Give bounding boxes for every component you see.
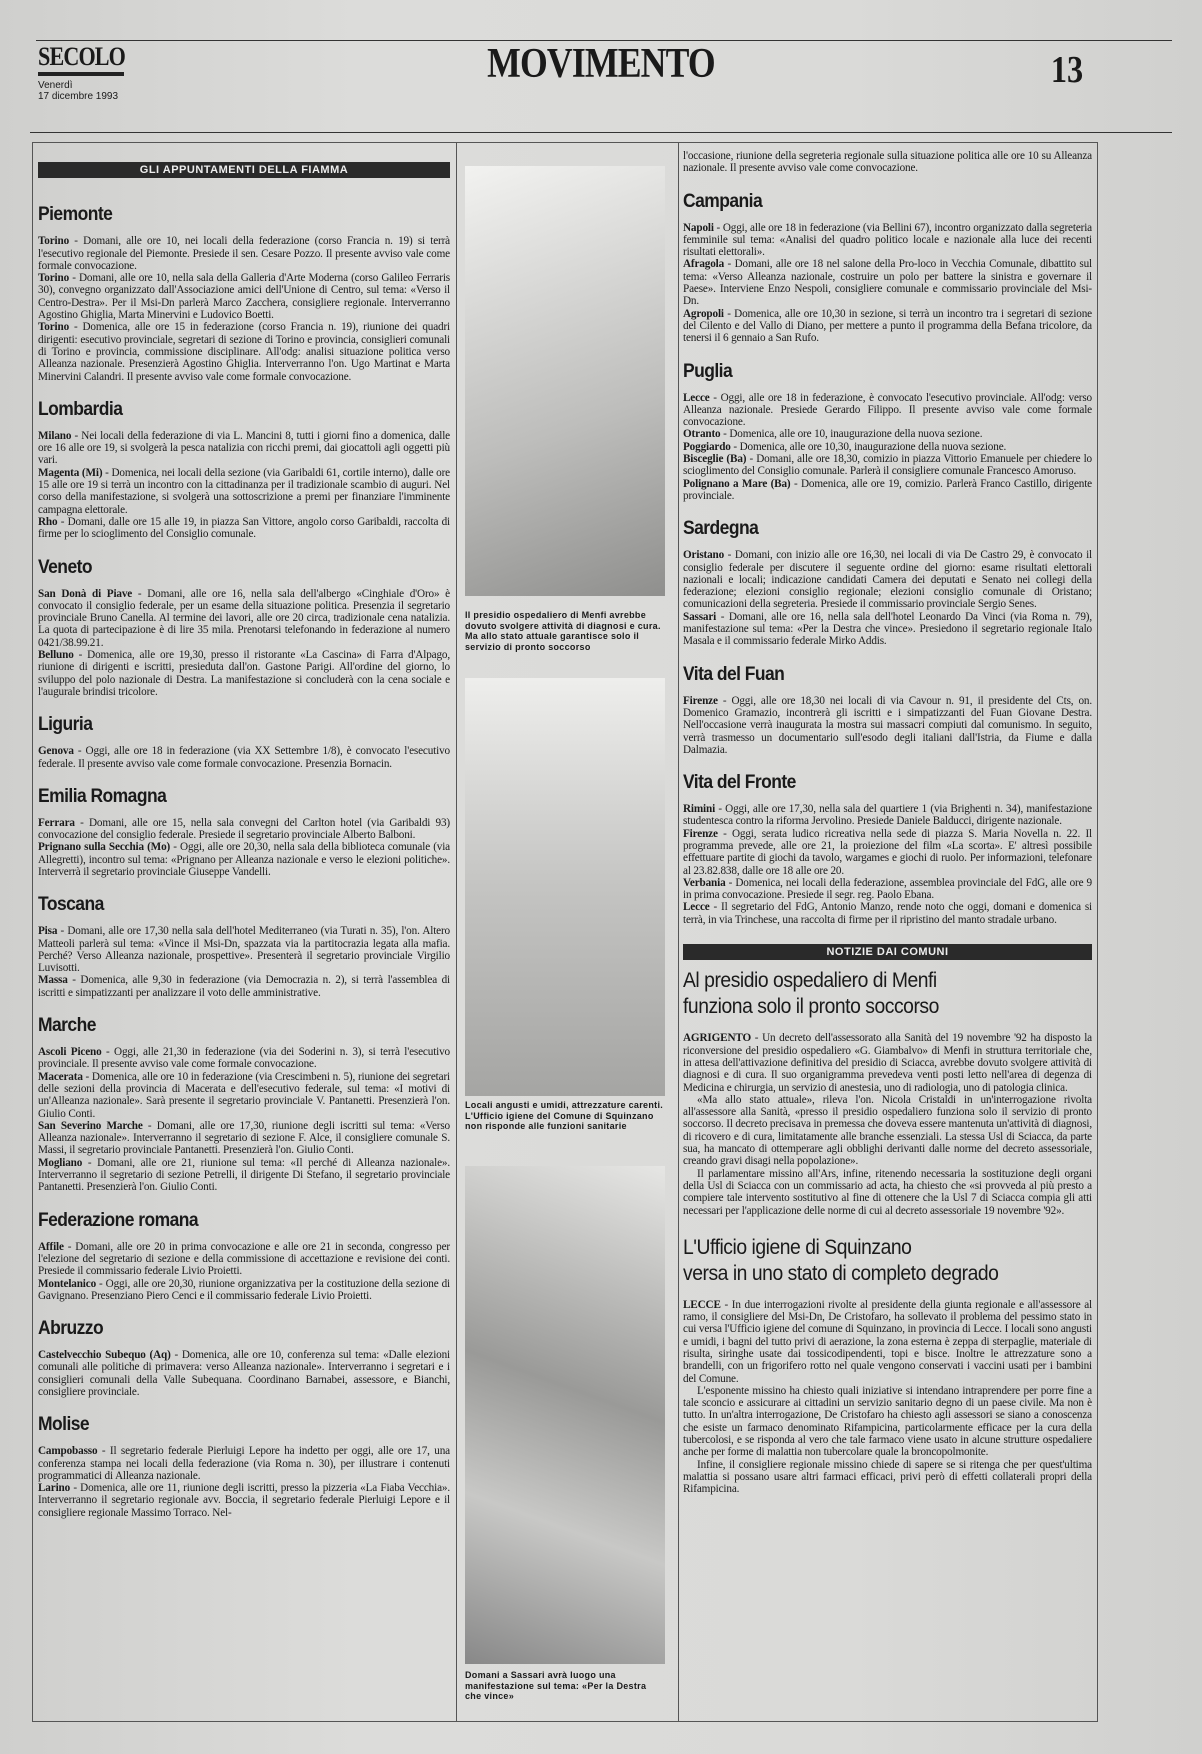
appointment-place: Rimini [683, 803, 716, 816]
region-heading: Vita del Fuan [683, 663, 785, 685]
photo-caption: Locali angusti e umidi, attrezzature carenti. L'Ufficio igiene del Comune di Squinzano non risponde alle funzioni sanitarie [465, 1100, 664, 1131]
region-heading: Federazione romana [38, 1209, 199, 1231]
section-title: MOVIMENTO [487, 41, 715, 87]
appointment-text: - Oggi, alle ore 18 in federazione, è convocato l'esecutivo provinciale. All'odg: verso Alleanza nazionale. Presiede Gerardo Filippo. Il presente avviso vale come formale convocazione. [683, 391, 1092, 429]
appointment-text: - Oggi, alle ore 20,30, riunione organizzativa per la costituzione della sezione di Gavignano. Presenziano Piero Cenci e il commissario federale Livio Proietti. [38, 1277, 450, 1302]
appointment-place: Polignano a Mare (Ba) [683, 477, 791, 490]
headline-line: L'Ufficio igiene di Squinzano [683, 1235, 912, 1259]
continuation-text: l'occasione, riunione della segreteria regionale sulla situazione politica alle ore 10 su Alleanza nazionale. Il presente avviso vale come convocazione. [683, 150, 1092, 175]
appointment-place: Bisceglie (Ba) [683, 453, 747, 466]
appointment-place: Lecce [683, 901, 710, 914]
appointment-item [38, 430, 450, 467]
appointment-item [683, 428, 1092, 440]
appointment-text: - Il segretario federale Pierluigi Lepore ha indetto per oggi, alle ore 17, una conferenza stampa nei locali della federazione (via Roma n. 30), per illustrare i contenuti programmatici di Alleanza nazionale. [38, 1445, 450, 1482]
appointment-text: - Domani, alle ore 21, riunione sul tema: «Il perché di Alleanza nazionale». Interverranno il segretario di sezione Petrelli, il dirigente Di Stefano, il segretario provinciale Pantanetti. Presenzierà l'on. Giulio Conti. [38, 1156, 450, 1194]
article-paragraph [683, 1094, 1092, 1168]
appointment-item [683, 901, 1092, 926]
appointment-text: - Domenica, alle 9,30 in federazione (via Democrazia n. 2), si terrà l'assemblea di iscritti e simpatizzanti per analizzare il voto delle amministrative. [38, 974, 450, 999]
appointment-text: - Domenica, alle ore 19,30, presso il ristorante «La Cascina» di Farra d'Alpago, riunione di dirigenti e iscritti, presieduta dall'on. Gastone Parigi. All'ordine del giorno, lo sviluppo del polo nazionale di Destra. La manifestazione si concluderà con la cena sociale e l'augurale brindisi tricolore. [38, 649, 450, 698]
region-heading: Abruzzo [38, 1318, 104, 1340]
appointment-item [38, 1157, 450, 1194]
appointment-item [38, 1482, 450, 1519]
appointment-item [683, 695, 1092, 756]
appointment-item [683, 877, 1092, 902]
appointment-text: - Oggi, serata ludico ricreativa nella sede di piazza S. Maria Novella n. 22. Il programma prevede, alle ore 21, la proiezione del film «La scorta». E' altresì possibile effettuare partite di giochi da tavolo, wargames e giochi di ruolo. Per informazioni, telefonare al 23.82.838, dalle ore 18 alle ore 20. [683, 827, 1092, 877]
news-banner: NOTIZIE DAI COMUNI [683, 944, 1092, 960]
appointment-text: - Domenica, alle ore 10,30 in sezione, si terrà un incontro tra i segretari di sezione del Cilento e del Vallo di Diano, per mettere a punto il programma della Befana tricolore, da tenersi il 6 gennaio a San Rufo. [683, 307, 1092, 345]
page-number: 13 [1050, 49, 1084, 91]
appointment-place: San Donà di Piave [38, 587, 133, 600]
appointment-place: Campobasso [38, 1445, 98, 1458]
appointment-item [38, 467, 450, 516]
appointment-item [683, 392, 1092, 429]
appointment-text: - Oggi, alle ore 18 in federazione (via XX Settembre 1/8), è convocato l'esecutivo federale. Il presente avviso vale come formale convocazione. Presenzia Bornacin. [38, 745, 450, 770]
masthead [0, 0, 1202, 140]
appointment-item [38, 321, 450, 382]
appointment-text: - Domenica, alle ore 10 in federazione (via Crescimbeni n. 5), riunione dei segretari delle sezioni della provincia di Macerata e dell'esecutivo federale, sul tema: «I motivi di un'Alleanza nazionale». Sarà presente il segretario provinciale V. Pantanetti. Presenzierà l'on. Giulio Conti. [38, 1070, 450, 1120]
appointments-banner: GLI APPUNTAMENTI DELLA FIAMMA [38, 162, 450, 178]
photo-caption: Il presidio ospedaliero di Menfi avrebbe dovuto svolgere attività di diagnosi e cura. Ma allo stato attuale garantisce solo il servizio di pronto soccorso [465, 610, 661, 652]
article-text: Infine, il consigliere regionale missino chiede di sapere se si ritenga che per quest'ultima malattia si possano usare altri farmaci efficaci, privi però di effetti collaterali propri della Rifampicina. [683, 1458, 1092, 1496]
appointment-text: - Domani, alle ore 17,30 nella sala dell'hotel Mediterraneo (via Turati n. 35), l'on. Altero Matteoli parlerà sul tema: «Vince il Msi-Dn, spazzata via la partitocrazia legata alla mafia. Perché? Verso Alleanza nazionale, prospettive». Presenterà il segretario provinciale Virgilio Luvisotti. [38, 925, 450, 975]
appointment-place: Firenze [683, 827, 718, 840]
region-heading: Sardegna [683, 518, 759, 540]
appointment-item [683, 611, 1092, 648]
appointment-place: Lecce [683, 391, 710, 404]
appointment-text: - Il segretario del FdG, Antonio Manzo, rende noto che oggi, domani e domenica si terrà, in via Trinchese, una raccolta di firme per il ripristino del manto stradale urbano. [683, 901, 1092, 926]
article-text: L'esponente missino ha chiesto quali iniziative si intendano intraprendere per porre fine a tale sconcio e assicurare ai cittadini un servizio sanitario degno di un paese civile. Ma non è tutto. In un'altra interrogazione, De Cristofaro ha chiesto agli assessori se siano a conoscenza che esiste un farmaco denominato Rifampicina, particolarmente efficace per la cura della tubercolosi, e se risponda al vero che tale farmaco viene usato in alcune strutture ospedaliere anche per forme di malattia non tubercolare quale la broncopolmonite. [683, 1384, 1092, 1459]
headline-line: funziona solo il pronto soccorso [683, 995, 939, 1019]
appointment-item [38, 516, 450, 541]
appointment-place: Torino [38, 235, 70, 248]
article-paragraph [683, 1299, 1092, 1385]
article-text: «Ma allo stato attuale», rileva l'on. Nicola Cristaldi in un'interrogazione rivolta all'assessore alla Sanità, «presso il presidio ospedaliero funziona solo il servizio di pronto soccorso. Il decreto precisava in premessa che doveva essere mantenuta un'attività di diagnosi, di ricovero e di cura, limitatamente alle branche essenziali. La stessa Usl di Sciacca, da parte sua, ha mancato di ottemperare agli obblighi derivanti dalle norme del decreto assessoriale, creando gravi disagi nella popolazione». [683, 1093, 1093, 1168]
appointment-item [683, 222, 1092, 259]
appointment-text: - Nei locali della federazione di via L. Mancini 8, tutti i giorni fino a domenica, dalle ore 16 alle ore 19, si svolgerà la pesca natalizia con ricchi premi, dai giocattoli agli oggetti più vari. [38, 429, 450, 467]
article-headline [683, 1235, 1059, 1287]
appointment-item [38, 841, 450, 878]
appointment-place: Genova [38, 745, 74, 758]
photo-caption: Domani a Sassari avrà luogo una manifestazione sul tema: «Per la Destra che vince» [465, 1670, 647, 1701]
region-heading: Molise [38, 1414, 90, 1436]
appointment-text: - Domani, alle ore 16, nella sala dell'albergo «Cinghiale d'Oro» è convocato il consiglio federale, per un esame della situazione politica. Presenzia il segretario provinciale Bruno Canella. Al termine dei lavori, alle ore 20 circa, tradizionale cena natalizia. La quota di partecipazione è di lire 35 mila. Prenotarsi telefonando in federazione al numero 0421/38.99.21. [38, 587, 450, 649]
article-headline [683, 968, 1059, 1020]
appointments-column [38, 150, 450, 1519]
appointment-place: Mogliano [38, 1156, 83, 1169]
region-heading: Emilia Romagna [38, 785, 167, 807]
appointment-item [683, 478, 1092, 503]
article-text: - In due interrogazioni rivolte al presidente della giunta regionale e all'assessore al ramo, il consigliere del Msi-Dn, De Cristofaro, ha sollevato il problema del pessimo stato in cui versa l'Ufficio igiene del comune di Squinzano, in provincia di Lecce. I locali sono angusti e umidi, i bagni del tutto privi di aerazione, la zona esterna è zeppa di sterpaglie, materiale di risulta, siringhe usate dai tossicodipendenti, topi e bisce. Inoltre le attrezzature sono a brandelli, con un frigorifero rotto nel quale vengono conservati i vaccini usati per i bambini del Comune. [683, 1298, 1092, 1385]
appointment-text: - Domani, alle ore 16, nella sala dell'hotel Leonardo Da Vinci (via Roma n. 79), manifestazione sul tema: «Per la Destra che vince». Presiedono il segretario regionale Italo Masala e il commissario federale Mirko Addis. [683, 610, 1092, 648]
appointment-place: Massa [38, 974, 68, 987]
appointment-text: - Domenica, alle ore 10,30, inaugurazione della nuova sezione. [730, 440, 1007, 453]
article-paragraph [683, 1459, 1092, 1496]
appointment-place: Milano [38, 429, 72, 442]
appointment-text: - Domani, alle ore 15, nella sala convegni del Carlton hotel (via Garibaldi 93) convocazione del consiglio federale. Presiede il segretario provinciale Alberto Balboni. [38, 816, 450, 842]
appointment-place: Verbania [683, 876, 726, 889]
appointment-place: Magenta (Mi) [38, 466, 103, 479]
issue-day: Venerdì [38, 80, 73, 91]
appointment-text: - Domenica, alle ore 19, comizio. Parlerà Franco Castillo, dirigente provinciale. [683, 477, 1092, 502]
appointment-item [38, 745, 450, 770]
photo-column [456, 142, 674, 1722]
headline-line: versa in uno stato di completo degrado [683, 1261, 999, 1285]
article-paragraph [683, 1032, 1092, 1093]
appointment-text: - Domani, con inizio alle ore 16,30, nei locali di via De Castro 29, è convocato il consiglio federale per discutere il seguente ordine del giorno: esame risultati elettorali nazionali e locali; indicazione candidati Camera dei deputati e Senato nei collegi della federazione; elezioni consiglio regionale; elezioni consiglio comunale di Oristano; comunicazioni della segreteria. Presiede il commissario provinciale Sergio Senes. [683, 549, 1092, 611]
region-heading: Vita del Fronte [683, 772, 796, 794]
appointment-place: Agropoli [683, 307, 724, 320]
appointment-item [38, 1278, 450, 1303]
region-heading: Puglia [683, 360, 733, 382]
hospital-photo [465, 166, 665, 596]
appointment-text: - Oggi, alle ore 18,30 nei locali di via Cavour n. 91, il presidente del Cts, on. Domenico Gramazio, incontrerà gli iscritti e i simpatizzanti del Fuan Giovane Destra. Nell'occasione verrà inaugurata la mostra sui massacri compiuti dal comunismo. In seguito, verrà trasmesso un documentario sull'esodo degli italiani dall'Istria, da Fiume e dalla Dalmazia. [683, 694, 1092, 756]
region-heading: Marche [38, 1015, 96, 1037]
appointment-place: Poggiardo [683, 440, 731, 453]
appointment-place: Otranto [683, 428, 721, 441]
appointment-item [683, 453, 1092, 478]
appointment-text: - Domenica, alle ore 11, riunione degli iscritti, presso la pizzeria «La Fiaba Vecchia». Interverranno il segretario regionale avv. Boccia, il segretario federale Pierluigi Lepore e il consigliere regionale Massimo Torraco. Nel- [38, 1482, 450, 1519]
appointment-place: Rho [38, 515, 58, 528]
appointment-item [683, 828, 1092, 877]
region-heading: Campania [683, 190, 763, 212]
appointment-place: Pisa [38, 925, 58, 938]
article-paragraph [683, 1168, 1092, 1217]
article-text: Il parlamentare missino all'Ars, infine, ritenendo necessaria la sostituzione degli organi della Usl di Sciacca con un commissario ad acta, ha chiesto che «si provveda al più presto a compiere tale intervento sostitutivo al fine di ottenere che la Usl 7 di Sciacca compia gli atti necessari per l'applicazione delle norme di cui al decreto assessoriale 19 novembre '92». [683, 1167, 1092, 1217]
issue-date-text: 17 dicembre 1993 [38, 91, 119, 102]
appointment-text: - Domenica, alle ore 10, inaugurazione della nuova sezione. [720, 428, 983, 441]
appointment-item [38, 817, 450, 842]
spacer [683, 1217, 1092, 1227]
appointment-item [38, 1349, 450, 1398]
appointment-text: - Domani, alle ore 10, nei locali della federazione (corso Francia n. 19) si terrà l'esecutivo regionale del Piemonte. Presiede il sen. Cesare Pozzo. Il presente avviso vale come formale convocazione. [38, 235, 450, 272]
appointment-item [683, 308, 1092, 345]
appointment-item [38, 1046, 450, 1071]
appointment-item [683, 441, 1092, 453]
appointment-place: Macerata [38, 1070, 83, 1083]
region-heading: Lombardia [38, 398, 123, 420]
appointment-place: Montelanico [38, 1277, 97, 1290]
appointment-place: Torino [38, 321, 70, 334]
right-column [678, 142, 1096, 1722]
appointment-text: - Domani, alle ore 18,30, comizio in piazza Vittorio Emanuele per chiedere lo scioglimento del Consiglio comunale. Parlerà il consigliere comunale Francesco Amoruso. [683, 453, 1092, 478]
appointment-text: - Domani, dalle ore 15 alle 19, in piazza San Vittore, angolo corso Garibaldi, raccolta di firme per lo scioglimento del Consiglio comunale. [38, 515, 450, 541]
appointment-text: - Domani, alle ore 17,30, riunione degli iscritti sul tema: «Verso Alleanza nazionale». Interverranno il segretario di sezione F. Alce, il consigliere comunale S. Massi, il segretario provinciale Pantanetti. Presenzierà l'on. Giulio Conti. [38, 1119, 450, 1157]
appointment-text: - Domani, alle ore 18 nel salone della Pro-loco in Vecchia Comunale, dibattito sul tema: «Verso Alleanza nazionale, costruire un polo per battere la sinistra e governare il Paese». Interviene Enzo Nespoli, consigliere comunale e commissario provinciale del Msi-Dn. [683, 258, 1092, 308]
article-dateline: AGRIGENTO [683, 1032, 752, 1045]
region-heading: Liguria [38, 714, 93, 736]
appointment-place: Belluno [38, 649, 74, 662]
appointment-place: Prignano sulla Secchia (Mo) [38, 841, 171, 854]
appointment-place: Afragola [683, 258, 725, 271]
article-dateline: LECCE [683, 1298, 721, 1311]
appointment-place: Napoli [683, 221, 714, 234]
appointment-place: Larino [38, 1482, 71, 1495]
appointment-item [38, 588, 450, 649]
appointment-place: Castelvecchio Subequo (Aq) [38, 1349, 171, 1362]
appointment-place: Firenze [683, 694, 718, 707]
appointment-item [38, 925, 450, 974]
appointment-item [38, 1241, 450, 1278]
appointment-item [38, 1071, 450, 1120]
appointment-text: - Domani, alle ore 20 in prima convocazione e alle ore 21 in seconda, congresso per l'elezione del segretario di sezione e della commissione di accettazione e revisione dei conti. Presiede il commissario federale Livio Proietti. [38, 1240, 450, 1278]
region-heading: Piemonte [38, 204, 113, 226]
appointment-item [683, 549, 1092, 610]
hygiene-office-photo [465, 678, 665, 1096]
appointment-text: - Domenica, alle ore 10, conferenza sul tema: «Dalle elezioni comunali alle politiche di primavera: verso Alleanza nazionale». Interverranno i segretari e i consiglieri comunali della Valle Subequana. Coordinano Barnabei, assessore, e Bianchi, consigliere provinciale. [38, 1349, 450, 1398]
article-text: - Un decreto dell'assessorato alla Sanità del 19 novembre '92 ha disposto la riconversione del presidio ospedaliero «G. Giambalvo» di Menfi in struttura territoriale che, in attesa dell'attivazione definitiva del presidio di Sciacca, avrebbe dovuto svolgere attività di diagnosi e di cura. Il suo organigramma prevedeva venti posti letto nell'area di degenza di Medicina e chirurgia, un servizio di anestesia, uno di radiologia, uno di patologia clinica. [683, 1032, 1092, 1094]
appointment-item [38, 974, 450, 999]
appointment-item [683, 803, 1092, 828]
appointment-item [38, 1445, 450, 1482]
appointment-text: - Oggi, alle ore 20,30, nella sala della biblioteca comunale (via Allegretti), incontro sul tema: «Prignano per Alleanza nazionale e verso le elezioni politiche». Interverrà il segretario provinciale Giuseppe Vandelli. [38, 841, 450, 878]
rally-photo [465, 1166, 665, 1664]
appointment-item [683, 258, 1092, 307]
appointment-item [38, 1120, 450, 1157]
appointment-item [38, 649, 450, 698]
appointment-text: - Oggi, alle ore 17,30, nella sala del quartiere 1 (via Brighenti n. 34), manifestazione studentesca contro la riforma Jervolino. Presiede Daniele Balducci, dirigente nazionale. [683, 803, 1092, 828]
appointment-place: San Severino Marche [38, 1119, 143, 1132]
appointment-place: Ferrara [38, 816, 75, 829]
appointment-text: - Domenica, nei locali della federazione, assemblea provinciale del FdG, alle ore 9 in prima convocazione. Presiede il segr. reg. Paolo Ebana. [683, 876, 1092, 902]
bottom-rule [30, 132, 1172, 133]
appointment-text: - Oggi, alle ore 18 in federazione (via Bellini 67), incontro organizzato dalla segreteria femminile sul tema: «Analisi del quadro politico locale e nazionale alla luce dei recenti risultati elettorali». [683, 221, 1092, 259]
appointment-place: Torino [38, 272, 70, 285]
region-heading: Veneto [38, 556, 93, 578]
appointment-text: - Domenica, nei locali della sezione (via Garibaldi 61, cortile interno), dalle ore 15 alle ore 19 si terrà un incontro con la cittadinanza per il tradizionale scambio di auguri. Nel corso della manifestazione, si svolgerà una sottoscrizione a premi per finanziare l'imminente campagna elettorale. [38, 466, 450, 516]
appointment-place: Ascoli Piceno [38, 1046, 102, 1059]
headline-line: Al presidio ospedaliero di Menfi [683, 969, 937, 993]
appointment-place: Sassari [683, 610, 717, 623]
appointment-text: - Domenica, alle ore 15 in federazione (corso Francia n. 19), riunione dei quadri dirigenti: esecutivo provinciale, segretari di sezione di Torino e provincia, consiglieri comunali di Torino e provincia, commissione disciplinare. All'odg: analisi situazione politica verso Alleanza nazionale. Presenzierà Agostino Ghiglia. Interverranno l'on. Ugo Martinat e Marta Minervini Calandri. Il presente avviso vale come formale convocazione. [38, 321, 450, 383]
appointment-item [38, 272, 450, 321]
region-heading: Toscana [38, 894, 104, 916]
appointment-text: - Oggi, alle 21,30 in federazione (via dei Soderini n. 3), si terrà l'esecutivo provinciale. Il presente avviso vale come formale convocazione. [38, 1046, 450, 1071]
article-paragraph [683, 1385, 1092, 1459]
appointment-item [38, 235, 450, 272]
appointment-text: - Domani, alle ore 10, nella sala della Galleria d'Arte Moderna (corso Galileo Ferraris 30), convegno organizzato dall'Associazione amici dell'Unione di Centro, sul tema: «Verso il Centro-Destra». Per il Msi-Dn parlerà Marco Zacchera, consigliere regionale. Interverranno Agostino Ghiglia, Marta Minervini e Ludovico Boetti. [38, 272, 450, 322]
appointment-place: Oristano [683, 549, 725, 562]
appointment-place: Affile [38, 1240, 64, 1253]
newspaper-logo: SECOLO [38, 42, 126, 71]
